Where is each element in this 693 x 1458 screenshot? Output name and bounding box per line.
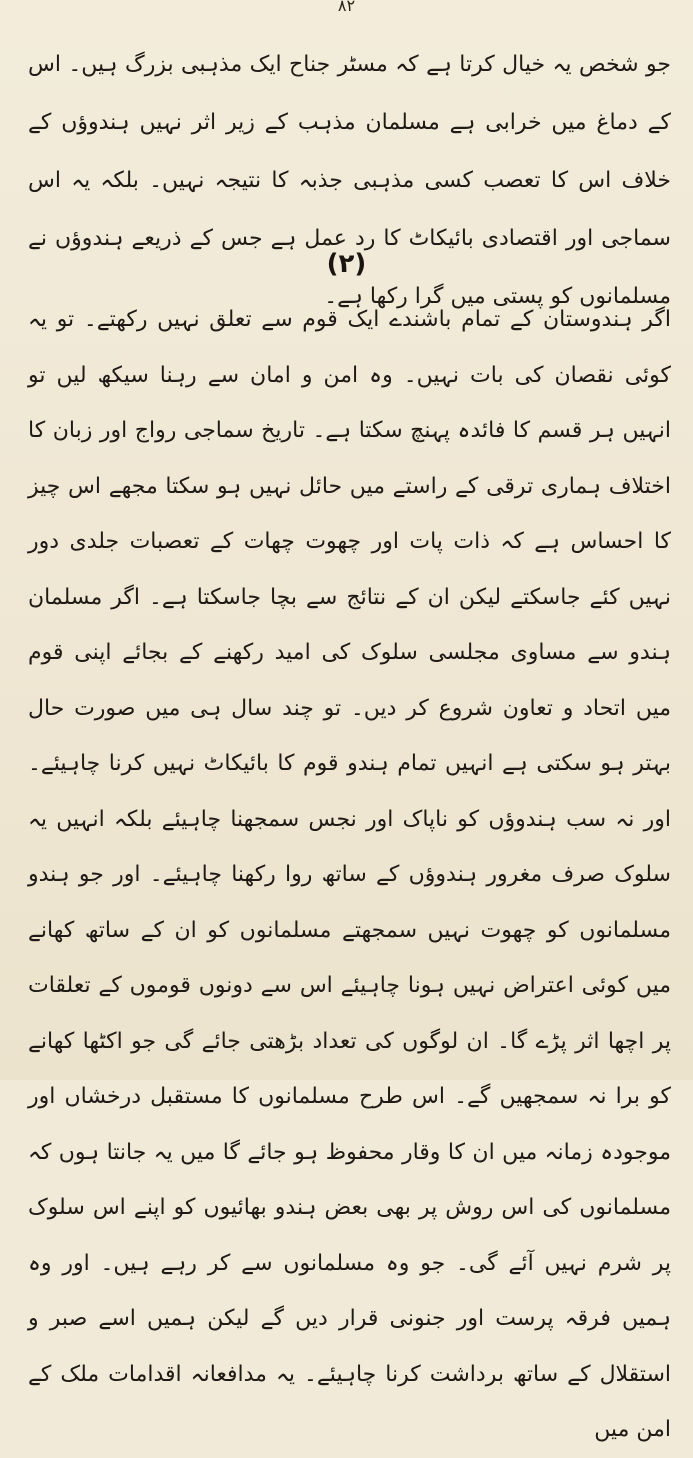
- page-number: ۸۲: [337, 0, 356, 15]
- paragraph-2: [28, 292, 671, 1458]
- paragraph-2-text: اگر ہندوستان کے تمام باشندے ایک قوم سے تعلق نہیں رکھتے۔ تو یہ کوئی نقصان کی بات نہیں۔ وہ امن و امان سے رہنا سیکھ لیں تو انہیں ہر قسم کا فائدہ پہنچ سکتا ہے۔ تاریخ سماجی رواج اور زبان کا اختلاف ہماری ترقی کے راستے میں حائل نہیں ہو سکتا مجھے اس چیز کا احساس ہے کہ ذات پات اور چھوت چھات کے تعصبات جلدی دور نہیں کئے جاسکتے لیکن ان کے نتائج سے بچا جاسکتا ہے۔ اگر مسلمان ہندو سے مساوی مجلسی سلوک کی امید رکھنے کے بجائے اپنی قوم میں اتحاد و تعاون شروع کر دیں۔ تو چند سال ہی میں صورت حال بہتر ہو سکتی ہے انہیں تمام ہندو قوم کا بائیکاٹ نہیں کرنا چاہیئے۔ اور نہ سب ہندوؤں کو ناپاک اور نجس سمجھنا چاہیئے بلکہ انہیں یہ سلوک صرف مغرور ہندوؤں کے ساتھ روا رکھنا چاہیئے۔ اور جو ہندو مسلمانوں کو چھوت نہیں سمجھتے مسلمانوں کو ان کے ساتھ کھانے میں کوئی اعتراض نہیں ہونا چاہیئے اس سے دونوں قوموں کے تعلقات پر اچھا اثر پڑے گا۔ ان لوگوں کی تعداد بڑھتی جائے گی جو اکٹھا کھانے کو برا نہ سمجھیں گے۔ اس طرح مسلمانوں کا مستقبل درخشاں اور موجودہ زمانہ میں ان کا وقار محفوظ ہو جائے گا میں یہ جانتا ہوں کہ مسلمانوں کی اس روش پر بھی بعض ہندو بھائیوں کو اپنے اس سلوک پر شرم نہیں آئے گی۔ جو وہ مسلمانوں سے کر رہے ہیں۔ اور وہ ہمیں فرقہ پرست اور جنونی قرار دیں گے لیکن ہمیں اسے صبر و استقلال کے ساتھ برداشت کرنا چاہیئے۔ یہ مدافعانہ اقدامات ملک کے امن میں: [28, 307, 671, 1442]
- paragraph-1-text: جو شخص یہ خیال کرتا ہے کہ مسٹر جناح ایک مذہبی بزرگ ہیں۔ اس کے دماغ میں خرابی ہے مسلمان مذہب کے زیر اثر نہیں ہندوؤں کے خلاف اس کا تعصب کسی مذہبی جذبہ کا نتیجہ نہیں۔ بلکہ یہ اس سماجی اور اقتصادی بائیکاٹ کا رد عمل ہے جس کے ذریعے ہندوؤں نے مسلمانوں کو پستی میں گرا رکھا ہے۔: [28, 52, 671, 309]
- section-heading: (۲): [326, 249, 367, 279]
